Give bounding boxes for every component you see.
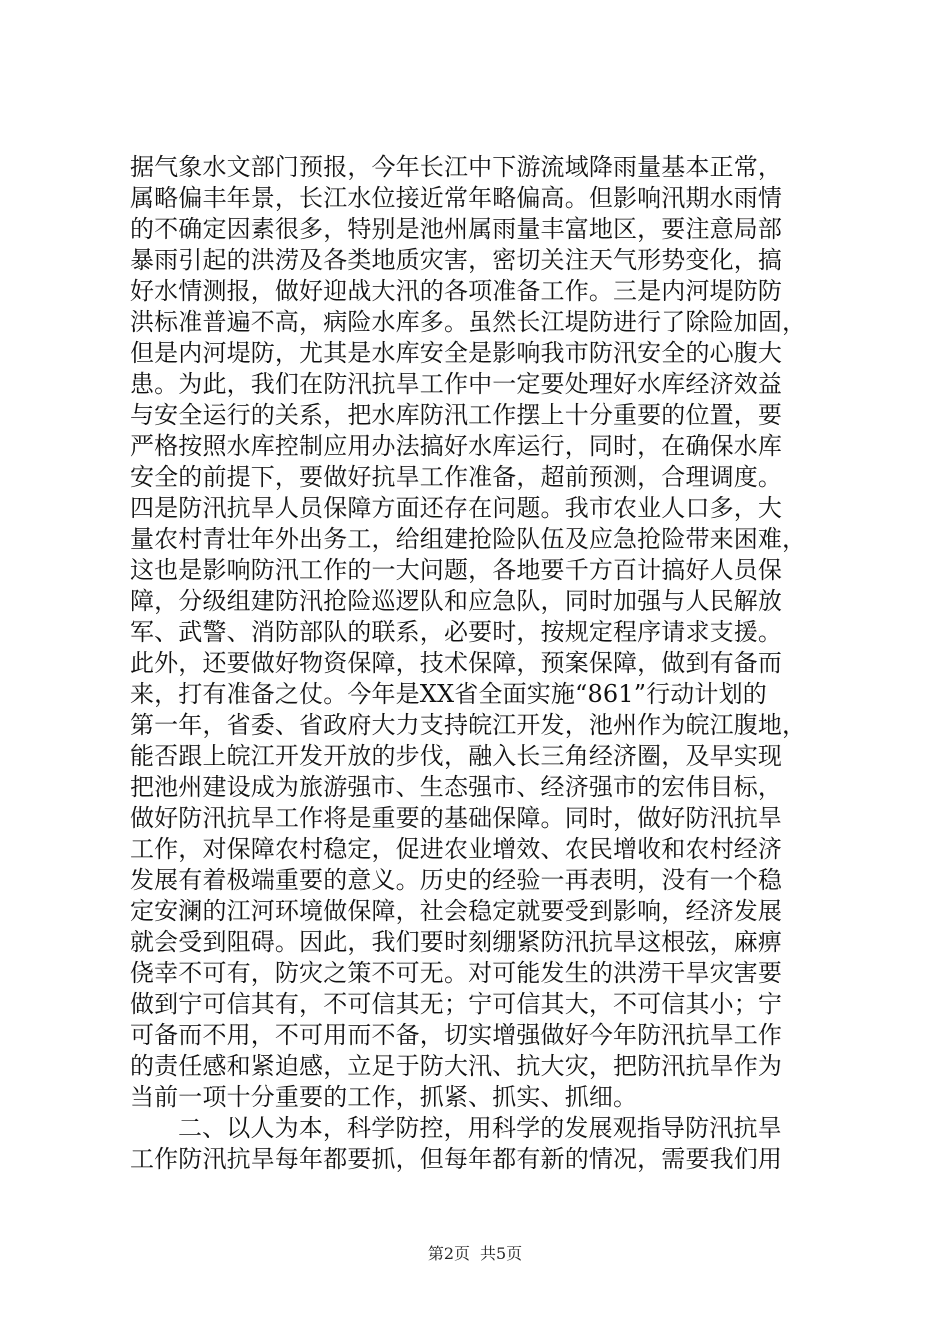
text-line: 洪标准普遍不高，病险水库多。虽然长江堤防进行了除险加固， [130, 308, 807, 336]
page-total: 共5页 [480, 1244, 523, 1263]
text-line: 障，分级组建防汛抢险巡逻队和应急队，同时加强与人民解放 [130, 587, 783, 615]
text-line: 做到宁可信其有，不可信其无；宁可信其大，不可信其小；宁 [130, 990, 783, 1018]
text-line: 严格按照水库控制应用办法搞好水库运行，同时，在确保水库 [130, 432, 783, 460]
text-line: 好水情测报，做好迎战大汛的各项准备工作。三是内河堤防防 [130, 277, 783, 305]
body-text [130, 152, 840, 1175]
text-line: 据气象水文部门预报，今年长江中下游流域降雨量基本正常， [130, 153, 783, 181]
text-line: 做好防汛抗旱工作将是重要的基础保障。同时，做好防汛抗旱 [130, 804, 783, 832]
text-line: 患。为此，我们在防汛抗旱工作中一定要处理好水库经济效益 [130, 370, 783, 398]
text-line: 第一年，省委、省政府大力支持皖江开发，池州作为皖江腹地， [130, 711, 807, 739]
page-footer [0, 1244, 950, 1264]
text-line: 就会受到阻碍。因此，我们要时刻绷紧防汛抗旱这根弦，麻痹 [130, 928, 783, 956]
text-line: 与安全运行的关系，把水库防汛工作摆上十分重要的位置，要 [130, 401, 783, 429]
section-heading-line: 二、以人为本，科学防控，用科学的发展观指导防汛抗旱 [178, 1114, 782, 1142]
text-line: 但是内河堤防，尤其是水库安全是影响我市防汛安全的心腹大 [130, 339, 783, 367]
page-number: 第2页 [427, 1244, 470, 1263]
text-line: 当前一项十分重要的工作，抓紧、抓实、抓细。 [130, 1083, 638, 1111]
text-line: 暴雨引起的洪涝及各类地质灾害，密切关注天气形势变化，搞 [130, 246, 783, 274]
text-line: 发展有着极端重要的意义。历史的经验一再表明，没有一个稳 [130, 866, 783, 894]
text-line: 能否跟上皖江开发开放的步伐，融入长三角经济圈，及早实现 [130, 742, 783, 770]
text-line: 侥幸不可有，防灾之策不可无。对可能发生的洪涝干旱灾害要 [130, 959, 783, 987]
text-line: 属略偏丰年景，长江水位接近常年略偏高。但影响汛期水雨情 [130, 184, 783, 212]
text-line: 这也是影响防汛工作的一大问题，各地要千方百计搞好人员保 [130, 556, 783, 584]
text-line: 工作，对保障农村稳定，促进农业增效、农民增收和农村经济 [130, 835, 783, 863]
text-line: 安全的前提下，要做好抗旱工作准备，超前预测，合理调度。 [130, 463, 783, 491]
text-line: 来，打有准备之仗。今年是XX省全面实施“861”行动计划的 [130, 680, 767, 708]
text-line: 定安澜的江河环境做保障，社会稳定就要受到影响，经济发展 [130, 897, 783, 925]
text-line: 的责任感和紧迫感，立足于防大汛、抗大灾，把防汛抗旱作为 [130, 1052, 783, 1080]
text-line: 可备而不用，不可用而不备，切实增强做好今年防汛抗旱工作 [130, 1021, 783, 1049]
text-line: 四是防汛抗旱人员保障方面还存在问题。我市农业人口多，大 [130, 494, 783, 522]
text-line: 的不确定因素很多，特别是池州属雨量丰富地区，要注意局部 [130, 215, 783, 243]
text-line: 军、武警、消防部队的联系，必要时，按规定程序请求支援。 [130, 618, 783, 646]
text-line: 工作防汛抗旱每年都要抓，但每年都有新的情况，需要我们用 [130, 1145, 783, 1173]
text-line: 量农村青壮年外出务工，给组建抢险队伍及应急抢险带来困难， [130, 525, 807, 553]
text-line: 此外，还要做好物资保障，技术保障，预案保障，做到有备而 [130, 649, 783, 677]
text-line: 把池州建设成为旅游强市、生态强市、经济强市的宏伟目标， [130, 773, 783, 801]
